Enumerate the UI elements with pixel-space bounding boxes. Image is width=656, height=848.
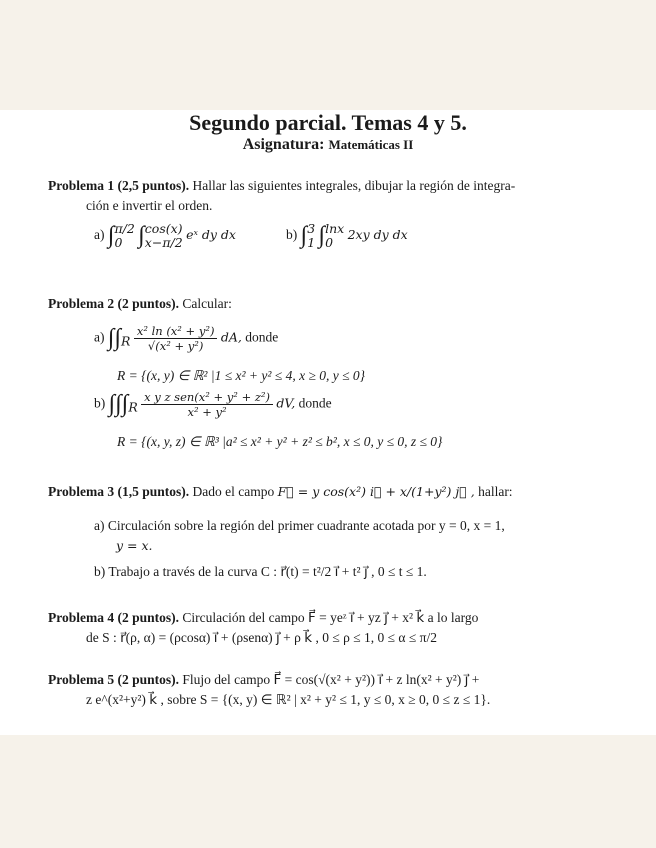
p1-a-lower-outer: 0	[114, 235, 123, 250]
p2-a-tail: dA,	[220, 329, 242, 345]
subject-label: Asignatura:	[242, 136, 325, 153]
problem-5-statement	[48, 670, 618, 710]
p1-b-lower-outer: 1	[307, 235, 316, 250]
problem-4-statement	[48, 608, 618, 648]
problem-5-text: Flujo del campo F⃗ = cos(√(x² + y²)) i⃗ + z ln(x² + y²) j⃗ +	[182, 672, 480, 687]
p1-a-label: a)	[94, 227, 105, 243]
p2-a-region-sub: R	[121, 333, 131, 349]
p2-a-region: R = {(x, y) ∈ ℝ² |1 ≤ x² + y² ≤ 4, x ≥ 0, y ≤ 0}	[117, 368, 366, 383]
problem-1-statement	[48, 176, 618, 216]
p2-a-fraction	[134, 324, 218, 353]
p2-b-label: b)	[94, 395, 106, 411]
p2-a-label: a)	[94, 329, 105, 345]
p3-b-text: Trabajo a través de la curva C : r⃗(t) = t²/2 i⃗ + t² j⃗ , 0 ≤ t ≤ 1.	[108, 564, 427, 579]
integral-sign: ∫	[318, 222, 326, 249]
integral-sign: ∫∫∫	[108, 391, 129, 417]
problem-3-text-pre: Dado el campo	[192, 484, 275, 499]
problem-1-text: Hallar las siguientes integrales, dibujar la región de integra-	[192, 178, 516, 193]
integral-sign: ∫	[300, 222, 308, 249]
problem-5-heading: Problema 5 (2 puntos).	[48, 672, 180, 687]
p1-b-label: b)	[286, 227, 298, 243]
p1-b-upper-outer: 3	[307, 221, 316, 236]
integral-sign: ∫∫	[107, 325, 122, 351]
p1-a-lower-inner: x−π/2	[144, 235, 183, 250]
problem-2-item-a	[94, 324, 278, 353]
problem-2-statement	[48, 294, 618, 314]
problem-3-text-post: hallar:	[478, 484, 513, 499]
p2-a-numerator: x² ln (x² + y²)	[134, 324, 218, 339]
exam-sheet	[0, 110, 656, 735]
p2-b-denominator: x² + y²	[187, 405, 227, 419]
problem-4-text-cont: de S : r⃗(ρ, α) = (ρcosα) i⃗ + (ρsenα) j⃗ + ρ k⃗ , 0 ≤ ρ ≤ 1, 0 ≤ α ≤ π/2	[86, 630, 437, 645]
p2-b-region: R = {(x, y, z) ∈ ℝ³ |a² ≤ x² + y² + z² ≤ b², x ≤ 0, y ≤ 0, z ≤ 0}	[117, 434, 443, 449]
p1-a-upper-outer: π/2	[114, 221, 135, 236]
p3-a-text: Circulación sobre la región del primer cuadrante acotada por y = 0, x = 1,	[107, 518, 505, 533]
subject-line	[0, 136, 656, 154]
p1-b-lower-inner: 0	[325, 235, 334, 250]
problem-3-heading: Problema 3 (1,5 puntos).	[48, 484, 190, 499]
p2-a-donde: donde	[245, 329, 279, 345]
problem-1-item-b	[286, 222, 408, 250]
p1-b-integrand: 2xy dy dx	[347, 227, 408, 243]
p3-b-label: b)	[94, 564, 106, 579]
p1-a-upper-inner: cos(x)	[144, 221, 183, 236]
p2-a-denominator: √(x² + y²)	[147, 339, 204, 353]
integral-sign: ∫	[107, 222, 115, 249]
subject-value: Matemáticas II	[328, 137, 414, 152]
p1-b-upper-inner: lnx	[325, 221, 345, 236]
problem-1-text-cont: ción e invertir el orden.	[86, 198, 213, 213]
p2-b-numerator: x y z sen(x² + y² + z²)	[141, 390, 273, 405]
p1-a-integrand: eˣ dy dx	[186, 227, 236, 243]
problem-4-heading: Problema 4 (2 puntos).	[48, 610, 180, 625]
p2-b-region-sub: R	[128, 399, 138, 415]
p2-b-fraction	[141, 390, 273, 419]
problem-3-item-a	[94, 516, 618, 556]
problem-2-text: Calcular:	[182, 296, 232, 311]
p3-a-text-cont: y = x.	[116, 538, 153, 553]
page-title: Segundo parcial. Temas 4 y 5.	[189, 110, 467, 135]
problem-2-item-b	[94, 390, 332, 419]
integral-sign: ∫	[138, 222, 145, 249]
problem-3-item-b	[94, 562, 618, 582]
p2-b-tail: dV,	[276, 395, 296, 411]
p3-a-label: a)	[94, 518, 105, 533]
problem-3-field: F⃗ = y cos(x²) i⃗ + x/(1+y²) j⃗ ,	[277, 484, 475, 499]
problem-1-item-a	[94, 222, 236, 250]
problem-3-statement	[48, 482, 618, 502]
problem-4-text: Circulación del campo F⃗ = yeᶻ i⃗ + yz j⃗ + x² k⃗ a lo largo	[182, 610, 479, 625]
problem-5-text-cont: z e^(x²+y²) k⃗ , sobre S = {(x, y) ∈ ℝ² | x² + y² ≤ 1, y ≤ 0, x ≥ 0, 0 ≤ z ≤ 1}.	[86, 692, 491, 707]
problem-1-heading: Problema 1 (2,5 puntos).	[48, 178, 190, 193]
problem-2-heading: Problema 2 (2 puntos).	[48, 296, 180, 311]
p2-b-donde: donde	[298, 395, 332, 411]
